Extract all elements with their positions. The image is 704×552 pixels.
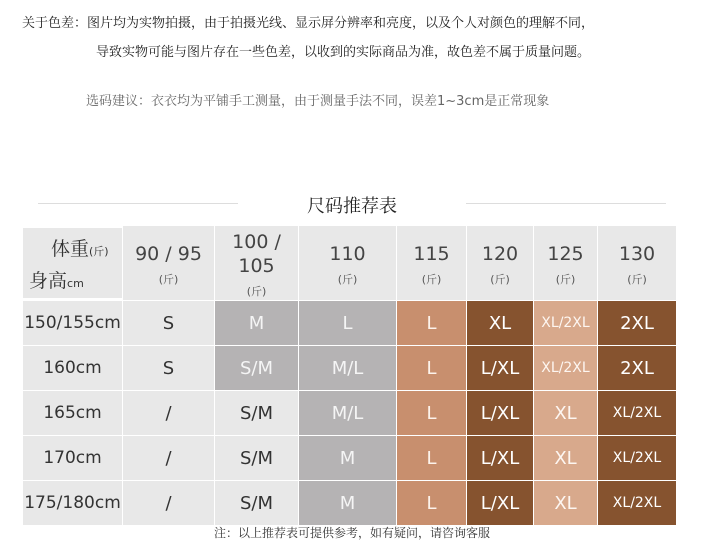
size-advice: 选码建议：衣衣均为平铺手工测量，由于测量手法不同，误差1~3cm是正常现象 — [86, 94, 550, 109]
size-cell: L/XL — [467, 436, 534, 481]
size-cell: S — [123, 346, 215, 391]
table-footnote: 注：以上推荐表可提供参考，如有疑问，请咨询客服 — [213, 526, 490, 540]
weight-header: 115 (斤) — [397, 226, 467, 301]
height-row-header: 170cm — [23, 436, 123, 481]
size-cell: / — [123, 481, 215, 526]
color-note-line1: 关于色差：图片均为实物拍摄，由于拍摄光线、显示屏分辨率和亮度，以及个人对颜色的理解不同， — [22, 16, 595, 31]
size-cell: XL — [534, 436, 598, 481]
size-cell: L — [397, 481, 467, 526]
size-cell: / — [123, 436, 215, 481]
size-cell: M/L — [299, 346, 397, 391]
size-cell: L/XL — [467, 391, 534, 436]
size-cell: XL/2XL — [534, 346, 598, 391]
size-cell: XL/2XL — [598, 391, 677, 436]
size-cell: L — [397, 436, 467, 481]
size-cell: L — [397, 391, 467, 436]
size-cell: 2XL — [598, 301, 677, 346]
size-cell: M/L — [299, 391, 397, 436]
size-cell: M — [299, 436, 397, 481]
size-cell: L/XL — [467, 346, 534, 391]
weight-header: 90 / 95 (斤) — [123, 226, 215, 301]
height-axis-label: 身高cm — [29, 270, 84, 292]
size-cell: 2XL — [598, 346, 677, 391]
weight-header: 125 (斤) — [534, 226, 598, 301]
size-cell: S/M — [215, 436, 299, 481]
size-cell: / — [123, 391, 215, 436]
size-cell: L — [397, 301, 467, 346]
size-cell: M — [299, 481, 397, 526]
weight-axis-label: 体重(斤) — [51, 238, 109, 260]
height-row-header: 175/180cm — [23, 481, 123, 526]
size-cell: XL — [467, 301, 534, 346]
height-row-header: 160cm — [23, 346, 123, 391]
color-note-line2: 导致实物可能与图片存在一些色差，以收到的实际商品为准，故色差不属于质量问题。 — [96, 45, 591, 60]
size-cell: M — [215, 301, 299, 346]
size-cell: XL — [534, 391, 598, 436]
size-cell: L/XL — [467, 481, 534, 526]
corner-header-cell — [23, 226, 123, 301]
size-cell: L — [397, 346, 467, 391]
height-row-header: 150/155cm — [23, 301, 123, 346]
size-cell: XL/2XL — [534, 301, 598, 346]
weight-header: 100 / 105 (斤) — [215, 226, 299, 301]
weight-header: 120 (斤) — [467, 226, 534, 301]
size-cell: S/M — [215, 346, 299, 391]
size-cell: S/M — [215, 481, 299, 526]
size-chart-table — [22, 225, 677, 526]
size-cell: S/M — [215, 391, 299, 436]
size-cell: S — [123, 301, 215, 346]
size-cell: XL/2XL — [598, 481, 677, 526]
size-cell: L — [299, 301, 397, 346]
size-cell: XL — [534, 481, 598, 526]
size-cell: XL/2XL — [598, 436, 677, 481]
table-title: 尺码推荐表 — [307, 196, 397, 217]
height-row-header: 165cm — [23, 391, 123, 436]
weight-header: 130 (斤) — [598, 226, 677, 301]
weight-header: 110 (斤) — [299, 226, 397, 301]
